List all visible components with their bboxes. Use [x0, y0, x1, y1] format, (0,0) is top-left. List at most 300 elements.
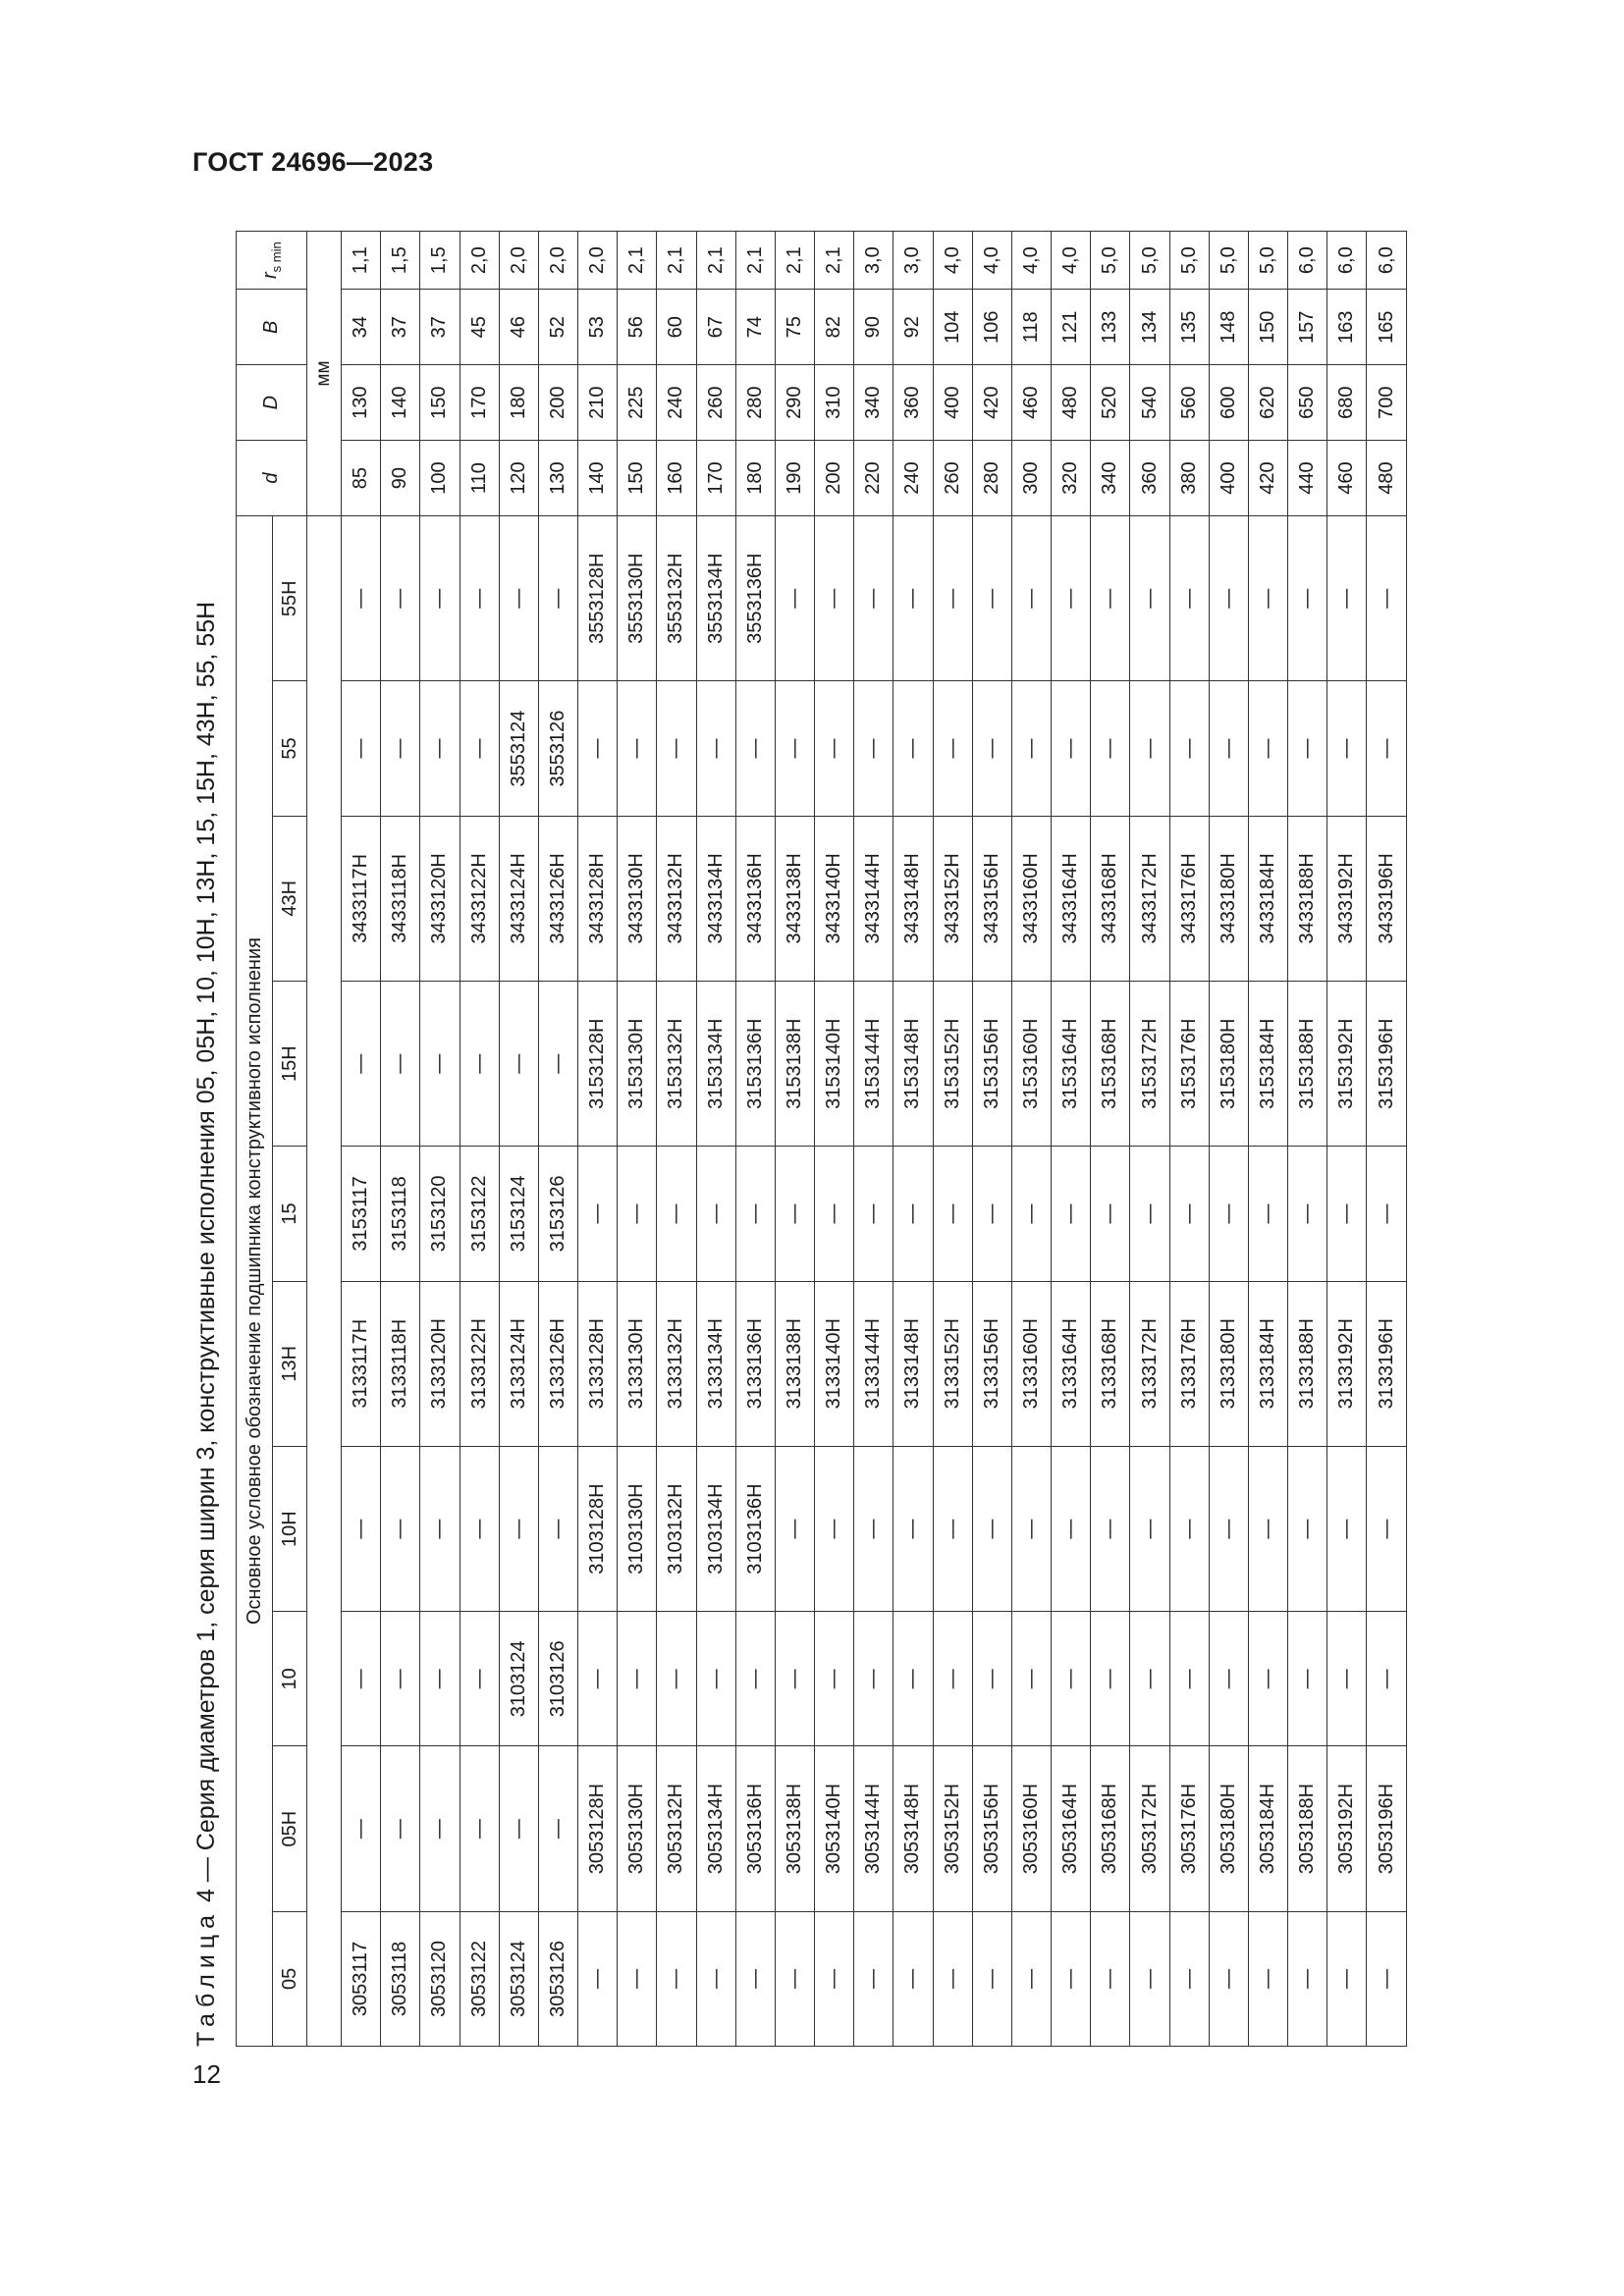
- cell-D: 290: [775, 365, 814, 441]
- cell-55h: 3553134Н: [696, 516, 735, 681]
- cell-43h: 3433168Н: [1091, 816, 1130, 981]
- cell-D: 420: [972, 365, 1011, 441]
- cell-13h: 3133180Н: [1209, 1281, 1248, 1446]
- cell-05: 3053124: [499, 1911, 538, 2046]
- cell-05h: —: [538, 1746, 577, 1911]
- cell-13h: 3133192Н: [1327, 1281, 1367, 1446]
- cell-55h: —: [1169, 516, 1209, 681]
- cell-15: 3153126: [538, 1147, 577, 1281]
- table-row: [893, 232, 933, 2047]
- cell-15: —: [775, 1147, 814, 1281]
- cell-55h: —: [460, 516, 499, 681]
- cell-rs-min: 2,1: [735, 232, 775, 290]
- cell-43h: 3433140Н: [815, 816, 854, 981]
- cell-rs-min: 5,0: [1091, 232, 1130, 290]
- table-row: [538, 232, 577, 2047]
- cell-55h: —: [854, 516, 893, 681]
- cell-05h: 3053130Н: [618, 1746, 657, 1911]
- cell-15: —: [696, 1147, 735, 1281]
- cell-15: —: [815, 1147, 854, 1281]
- cell-15h: 3153184Н: [1248, 982, 1287, 1147]
- cell-55h: —: [1011, 516, 1051, 681]
- cell-D: 150: [420, 365, 460, 441]
- cell-10h: —: [775, 1446, 814, 1611]
- cell-rs-min: 3,0: [854, 232, 893, 290]
- cell-05: 3053122: [460, 1911, 499, 2046]
- cell-D: 700: [1367, 365, 1407, 441]
- cell-B: 165: [1367, 290, 1407, 365]
- cell-55: 3553126: [538, 681, 577, 816]
- table-body: [342, 232, 1407, 2047]
- cell-D: 680: [1327, 365, 1367, 441]
- cell-d: 85: [342, 441, 381, 516]
- cell-rs-min: 1,1: [342, 232, 381, 290]
- cell-15: 3153118: [381, 1147, 420, 1281]
- cell-rs-min: 5,0: [1248, 232, 1287, 290]
- cell-10: —: [1091, 1612, 1130, 1746]
- cell-13h: 3133120Н: [420, 1281, 460, 1446]
- cell-13h: 3133152Н: [933, 1281, 972, 1446]
- cell-B: 92: [893, 290, 933, 365]
- cell-15h: 3153192Н: [1327, 982, 1367, 1147]
- cell-15h: 3153196Н: [1367, 982, 1407, 1147]
- cell-13h: 3133172Н: [1130, 1281, 1169, 1446]
- cell-15h: 3153180Н: [1209, 982, 1248, 1147]
- cell-rs-min: 5,0: [1209, 232, 1248, 290]
- cell-55h: —: [933, 516, 972, 681]
- cell-43h: 3433196Н: [1367, 816, 1407, 981]
- cell-05h: 3053184Н: [1248, 1746, 1287, 1911]
- table-row: [499, 232, 538, 2047]
- cell-D: 280: [735, 365, 775, 441]
- cell-d: 240: [893, 441, 933, 516]
- cell-d: 200: [815, 441, 854, 516]
- cell-05: —: [1367, 1911, 1407, 2046]
- cell-15h: 3153138Н: [775, 982, 814, 1147]
- cell-13h: 3133138Н: [775, 1281, 814, 1446]
- cell-05h: 3053140Н: [815, 1746, 854, 1911]
- cell-43h: 3433124Н: [499, 816, 538, 981]
- table-row: [420, 232, 460, 2047]
- cell-43h: 3433118Н: [381, 816, 420, 981]
- cell-55: —: [1248, 681, 1287, 816]
- cell-55: —: [1011, 681, 1051, 816]
- cell-55: —: [1091, 681, 1130, 816]
- cell-B: 37: [381, 290, 420, 365]
- cell-10h: 3103136Н: [735, 1446, 775, 1611]
- cell-10h: 3103132Н: [657, 1446, 696, 1611]
- col-header-10: 10: [273, 1612, 307, 1746]
- cell-15: —: [1209, 1147, 1248, 1281]
- cell-B: 60: [657, 290, 696, 365]
- units-spacer: [307, 516, 342, 2047]
- cell-B: 90: [854, 290, 893, 365]
- cell-05h: 3053136Н: [735, 1746, 775, 1911]
- cell-55h: —: [1209, 516, 1248, 681]
- cell-15h: 3153128Н: [578, 982, 618, 1147]
- cell-B: 56: [618, 290, 657, 365]
- cell-05: —: [775, 1911, 814, 2046]
- cell-55h: —: [1327, 516, 1367, 681]
- cell-10h: 3103128Н: [578, 1446, 618, 1611]
- cell-05: —: [815, 1911, 854, 2046]
- table-row: [1248, 232, 1287, 2047]
- cell-13h: 3133117Н: [342, 1281, 381, 1446]
- cell-D: 480: [1052, 365, 1091, 441]
- table-row: [933, 232, 972, 2047]
- col-header-rs-min: $r_{s min}$: [237, 232, 307, 290]
- cell-15: 3153122: [460, 1147, 499, 1281]
- cell-13h: 3133126Н: [538, 1281, 577, 1446]
- table-row: [381, 232, 420, 2047]
- cell-10h: —: [381, 1446, 420, 1611]
- cell-B: 150: [1248, 290, 1287, 365]
- cell-10h: —: [460, 1446, 499, 1611]
- cell-43h: 3433136Н: [735, 816, 775, 981]
- cell-rs-min: 2,1: [696, 232, 735, 290]
- group-header: Основное условное обозначение подшипника конструктивного исполнения: [237, 516, 273, 2047]
- cell-13h: 3133160Н: [1011, 1281, 1051, 1446]
- cell-13h: 3133148Н: [893, 1281, 933, 1446]
- table-row: [1169, 232, 1209, 2047]
- cell-rs-min: 2,1: [657, 232, 696, 290]
- cell-05: —: [735, 1911, 775, 2046]
- cell-55: —: [1327, 681, 1367, 816]
- cell-B: 163: [1327, 290, 1367, 365]
- cell-B: 75: [775, 290, 814, 365]
- col-header-55: 55: [273, 681, 307, 816]
- cell-13h: 3133176Н: [1169, 1281, 1209, 1446]
- cell-13h: 3133124Н: [499, 1281, 538, 1446]
- cell-10: —: [1011, 1612, 1051, 1746]
- cell-55: —: [1052, 681, 1091, 816]
- cell-05h: —: [342, 1746, 381, 1911]
- cell-d: 360: [1130, 441, 1169, 516]
- cell-15h: —: [342, 982, 381, 1147]
- cell-15: —: [1130, 1147, 1169, 1281]
- cell-rs-min: 1,5: [420, 232, 460, 290]
- cell-15: —: [1091, 1147, 1130, 1281]
- cell-15: —: [657, 1147, 696, 1281]
- cell-d: 120: [499, 441, 538, 516]
- cell-rs-min: 2,1: [815, 232, 854, 290]
- cell-05: —: [578, 1911, 618, 2046]
- cell-10h: —: [1367, 1446, 1407, 1611]
- col-header-15H: 15Н: [273, 982, 307, 1147]
- cell-15: —: [1288, 1147, 1327, 1281]
- cell-55h: 3553130Н: [618, 516, 657, 681]
- cell-15: —: [1011, 1147, 1051, 1281]
- cell-B: 121: [1052, 290, 1091, 365]
- cell-05h: 3053156Н: [972, 1746, 1011, 1911]
- cell-05: —: [1327, 1911, 1367, 2046]
- cell-10h: —: [972, 1446, 1011, 1611]
- table-caption: [187, 182, 226, 2047]
- cell-10: —: [1169, 1612, 1209, 1746]
- cell-10h: 3103134Н: [696, 1446, 735, 1611]
- table-row: [1288, 232, 1327, 2047]
- cell-13h: 3133196Н: [1367, 1281, 1407, 1446]
- cell-10: —: [1052, 1612, 1091, 1746]
- cell-05: 3053117: [342, 1911, 381, 2046]
- cell-15h: 3153136Н: [735, 982, 775, 1147]
- cell-13h: 3133140Н: [815, 1281, 854, 1446]
- cell-55: —: [1288, 681, 1327, 816]
- cell-15h: —: [420, 982, 460, 1147]
- cell-15h: 3153134Н: [696, 982, 735, 1147]
- cell-43h: 3433126Н: [538, 816, 577, 981]
- cell-10h: —: [1209, 1446, 1248, 1611]
- cell-43h: 3433130Н: [618, 816, 657, 981]
- cell-05h: 3053132Н: [657, 1746, 696, 1911]
- cell-55h: —: [972, 516, 1011, 681]
- cell-05h: 3053144Н: [854, 1746, 893, 1911]
- cell-D: 170: [460, 365, 499, 441]
- cell-d: 90: [381, 441, 420, 516]
- cell-05: —: [1209, 1911, 1248, 2046]
- cell-10h: —: [1169, 1446, 1209, 1611]
- cell-55: —: [1130, 681, 1169, 816]
- cell-55: —: [618, 681, 657, 816]
- cell-55h: —: [1288, 516, 1327, 681]
- cell-05h: 3053134Н: [696, 1746, 735, 1911]
- col-header-55H: 55Н: [273, 516, 307, 681]
- cell-rs-min: 4,0: [933, 232, 972, 290]
- table-row: [1327, 232, 1367, 2047]
- cell-d: 380: [1169, 441, 1209, 516]
- cell-55: —: [815, 681, 854, 816]
- cell-13h: 3133128Н: [578, 1281, 618, 1446]
- cell-05h: —: [420, 1746, 460, 1911]
- cell-15: 3153124: [499, 1147, 538, 1281]
- cell-10h: —: [342, 1446, 381, 1611]
- page-number: 12: [192, 2059, 221, 2089]
- cell-05: —: [1011, 1911, 1051, 2046]
- cell-B: 74: [735, 290, 775, 365]
- cell-10: —: [854, 1612, 893, 1746]
- cell-B: 67: [696, 290, 735, 365]
- cell-d: 190: [775, 441, 814, 516]
- cell-55h: —: [342, 516, 381, 681]
- rotated-table-container: [236, 231, 1407, 2047]
- cell-rs-min: 3,0: [893, 232, 933, 290]
- cell-D: 360: [893, 365, 933, 441]
- cell-43h: 3433180Н: [1209, 816, 1248, 981]
- cell-43h: 3433188Н: [1288, 816, 1327, 981]
- cell-05: 3053120: [420, 1911, 460, 2046]
- cell-55: 3553124: [499, 681, 538, 816]
- col-header-d: d: [237, 441, 307, 516]
- cell-43h: 3433128Н: [578, 816, 618, 981]
- cell-10h: —: [893, 1446, 933, 1611]
- table-row: [460, 232, 499, 2047]
- cell-05: —: [1288, 1911, 1327, 2046]
- bearing-designation-table: [236, 231, 1407, 2047]
- cell-55h: —: [1130, 516, 1169, 681]
- cell-rs-min: 2,0: [460, 232, 499, 290]
- cell-43h: 3433120Н: [420, 816, 460, 981]
- cell-05h: 3053180Н: [1209, 1746, 1248, 1911]
- cell-55: —: [578, 681, 618, 816]
- cell-d: 170: [696, 441, 735, 516]
- cell-55: —: [1169, 681, 1209, 816]
- col-header-13H: 13Н: [273, 1281, 307, 1446]
- cell-D: 560: [1169, 365, 1209, 441]
- cell-43h: 3433117Н: [342, 816, 381, 981]
- cell-55: —: [972, 681, 1011, 816]
- cell-15h: 3153160Н: [1011, 982, 1051, 1147]
- cell-10: —: [933, 1612, 972, 1746]
- cell-55: —: [342, 681, 381, 816]
- units-label: мм: [307, 232, 342, 516]
- cell-15h: 3153164Н: [1052, 982, 1091, 1147]
- cell-05: —: [657, 1911, 696, 2046]
- cell-15: —: [933, 1147, 972, 1281]
- table-row: [578, 232, 618, 2047]
- cell-05: 3053126: [538, 1911, 577, 2046]
- cell-D: 130: [342, 365, 381, 441]
- cell-10: —: [893, 1612, 933, 1746]
- cell-05h: 3053152Н: [933, 1746, 972, 1911]
- cell-B: 34: [342, 290, 381, 365]
- cell-10: —: [775, 1612, 814, 1746]
- cell-05: —: [1052, 1911, 1091, 2046]
- cell-B: 104: [933, 290, 972, 365]
- col-header-B: B: [237, 290, 307, 365]
- cell-43h: 3433160Н: [1011, 816, 1051, 981]
- cell-15h: 3153176Н: [1169, 982, 1209, 1147]
- cell-rs-min: 4,0: [1052, 232, 1091, 290]
- cell-10: —: [972, 1612, 1011, 1746]
- cell-10h: —: [420, 1446, 460, 1611]
- cell-B: 45: [460, 290, 499, 365]
- cell-B: 133: [1091, 290, 1130, 365]
- cell-15h: —: [538, 982, 577, 1147]
- cell-05h: —: [499, 1746, 538, 1911]
- cell-05h: —: [460, 1746, 499, 1911]
- cell-15h: 3153152Н: [933, 982, 972, 1147]
- cell-05: —: [618, 1911, 657, 2046]
- cell-10h: 3103130Н: [618, 1446, 657, 1611]
- cell-B: 106: [972, 290, 1011, 365]
- cell-15h: 3153144Н: [854, 982, 893, 1147]
- cell-d: 100: [420, 441, 460, 516]
- cell-15h: 3153130Н: [618, 982, 657, 1147]
- header-row-units: [307, 232, 342, 2047]
- cell-15h: —: [381, 982, 420, 1147]
- cell-55h: —: [499, 516, 538, 681]
- cell-05h: 3053196Н: [1367, 1746, 1407, 1911]
- cell-43h: 3433152Н: [933, 816, 972, 981]
- cell-10h: —: [1011, 1446, 1051, 1611]
- cell-15: 3153117: [342, 1147, 381, 1281]
- cell-rs-min: 6,0: [1327, 232, 1367, 290]
- cell-15h: 3153168Н: [1091, 982, 1130, 1147]
- cell-43h: 3433164Н: [1052, 816, 1091, 981]
- cell-55h: —: [538, 516, 577, 681]
- cell-05h: 3053138Н: [775, 1746, 814, 1911]
- cell-15: —: [1052, 1147, 1091, 1281]
- cell-B: 135: [1169, 290, 1209, 365]
- cell-rs-min: 2,1: [618, 232, 657, 290]
- cell-13h: 3133130Н: [618, 1281, 657, 1446]
- cell-D: 310: [815, 365, 854, 441]
- cell-15h: 3153140Н: [815, 982, 854, 1147]
- cell-rs-min: 4,0: [1011, 232, 1051, 290]
- cell-55h: —: [381, 516, 420, 681]
- cell-B: 53: [578, 290, 618, 365]
- cell-d: 280: [972, 441, 1011, 516]
- col-header-D: D: [237, 365, 307, 441]
- cell-B: 134: [1130, 290, 1169, 365]
- cell-rs-min: 6,0: [1288, 232, 1327, 290]
- cell-15: —: [893, 1147, 933, 1281]
- cell-10: 3103126: [538, 1612, 577, 1746]
- cell-15: —: [618, 1147, 657, 1281]
- cell-rs-min: 2,0: [499, 232, 538, 290]
- cell-05h: —: [381, 1746, 420, 1911]
- cell-55: —: [735, 681, 775, 816]
- cell-10: —: [618, 1612, 657, 1746]
- cell-13h: 3133156Н: [972, 1281, 1011, 1446]
- cell-55h: 3553136Н: [735, 516, 775, 681]
- cell-rs-min: 2,0: [578, 232, 618, 290]
- cell-05h: 3053164Н: [1052, 1746, 1091, 1911]
- cell-10h: —: [538, 1446, 577, 1611]
- cell-05h: 3053128Н: [578, 1746, 618, 1911]
- table-caption-label: Таблица: [192, 1908, 220, 2047]
- cell-05h: 3053160Н: [1011, 1746, 1051, 1911]
- cell-13h: 3133164Н: [1052, 1281, 1091, 1446]
- cell-13h: 3133122Н: [460, 1281, 499, 1446]
- table-head: [237, 232, 342, 2047]
- col-header-05H: 05Н: [273, 1746, 307, 1911]
- cell-d: 180: [735, 441, 775, 516]
- table-row: [854, 232, 893, 2047]
- document-code: ГОСТ 24696—2023: [192, 147, 434, 177]
- cell-15h: 3153188Н: [1288, 982, 1327, 1147]
- cell-55h: —: [420, 516, 460, 681]
- cell-10h: —: [933, 1446, 972, 1611]
- cell-D: 400: [933, 365, 972, 441]
- cell-10h: —: [1052, 1446, 1091, 1611]
- cell-05: —: [1248, 1911, 1287, 2046]
- cell-13h: 3133118Н: [381, 1281, 420, 1446]
- cell-10: —: [1209, 1612, 1248, 1746]
- table-row: [342, 232, 381, 2047]
- cell-05: 3053118: [381, 1911, 420, 2046]
- cell-10h: —: [499, 1446, 538, 1611]
- cell-05: —: [854, 1911, 893, 2046]
- cell-05: —: [1130, 1911, 1169, 2046]
- cell-10: —: [381, 1612, 420, 1746]
- cell-15h: —: [499, 982, 538, 1147]
- cell-d: 420: [1248, 441, 1287, 516]
- cell-13h: 3133168Н: [1091, 1281, 1130, 1446]
- table-row: [735, 232, 775, 2047]
- cell-B: 46: [499, 290, 538, 365]
- cell-d: 150: [618, 441, 657, 516]
- cell-43h: 3433184Н: [1248, 816, 1287, 981]
- cell-B: 148: [1209, 290, 1248, 365]
- cell-55: —: [381, 681, 420, 816]
- cell-55h: —: [1367, 516, 1407, 681]
- cell-13h: 3133136Н: [735, 1281, 775, 1446]
- cell-05h: 3053148Н: [893, 1746, 933, 1911]
- cell-43h: 3433138Н: [775, 816, 814, 981]
- cell-55: —: [854, 681, 893, 816]
- cell-43h: 3433176Н: [1169, 816, 1209, 981]
